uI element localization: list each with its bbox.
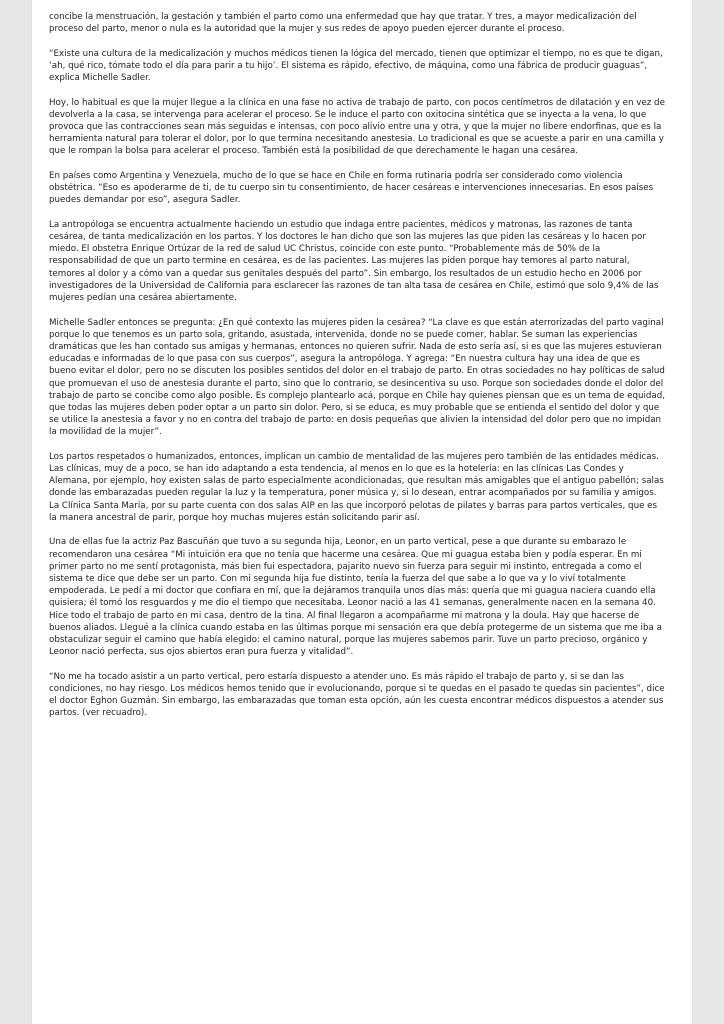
document-page [32, 0, 692, 1024]
paragraph-anthropologist-study: La antropóloga se encuentra actualmente haciendo un estudio que indaga entre pacientes, médicos y matronas, las razones de tanta cesárea, de tanta medicalización en los partos. Y los doctores le han dicho que son las mujeres las que piden las cesáreas y lo hacen por miedo. El obstetra Enrique Ortúzar de la red de salud UC Christus, coincide con este punto. “Probablemente más de 50% de la responsabilidad de que un parto termine en cesárea, es de las pacientes. Las mujeres las piden porque hay temores al parto natural, temores al dolor y a cómo van a quedar sus genitales después del parto”. Sin embargo, los resultados de un estudio hecho en 2006 por investigadores de la Universidad de California para esclarecer las razones de tan alta tasa de cesárea en Chile, estimó que solo 9,4% de las mujeres pedían una cesárea abiertamente. [49, 219, 659, 304]
paragraph-guzman-quote: “No me ha tocado asistir a un parto vertical, pero estaría dispuesto a atender uno. Es más rápido el trabajo de parto y, si se dan las condiciones, no hay riesgo. Los médicos hemos tenido que ir evolucionando, porque si te quedas en el pasado te quedas sin pacientes”, dice el doctor Eghon Guzmán. Sin embargo, las embarazadas que toman esta opción, aún les cuesta encontrar médicos dispuestos a atender sus partos. (ver recuadro). [49, 671, 665, 719]
paragraph-medicalization-quote: “Existe una cultura de la medicalización y muchos médicos tienen la lógica del mercado, tienen que optimizar el tiempo, no es que te digan, ‘ah, qué rico, tómate todo el día para parir a tu hijo’. El sistema es rápido, efectivo, de máquina, como una fábrica de producir guaguas”, explica Michelle Sadler. [49, 48, 663, 84]
paragraph-obstetric-violence: En países como Argentina y Venezuela, mucho de lo que se hace en Chile en forma rutinaria podría ser considerado como violencia obstétrica. “Eso es apoderarme de ti, de tu cuerpo sin tu consentimiento, de hacer cesáreas e intervenciones innecesarias. En esos países puedes demandar por eso”, asegura Sadler. [49, 170, 654, 206]
paragraph-induced-labor: Hoy, lo habitual es que la mujer llegue a la clínica en una fase no activa de trabajo de parto, con pocos centímetros de dilatación y en vez de devolverla a la casa, se intervenga para acelerar el proceso. Se le induce el parto con oxitocina sintética que se inyecta a la vena, lo que provoca que las contracciones sean más seguidas e intensas, con poco alivio entre una y otra, y que la mujer no libere endorfinas, que es la herramienta natural para tolerar el dolor, por lo que termina necesitando anestesia. Lo tradicional es que se acueste a parir en una camilla y que le rompan la bolsa para acelerar el proceso. También está la posibilidad de que derechamente le hagan una cesárea. [49, 97, 665, 157]
paragraph-humanized-births: Los partos respetados o humanizados, entonces, implican un cambio de mentalidad de las mujeres pero también de las entidades médicas. Las clínicas, muy de a poco, se han ido adaptando a esta tendencia, al menos en lo que es la hotelería: en las clínicas Las Condes y Alemana, por ejemplo, hoy existen salas de parto especialmente acondicionadas, que resultan más amigables que el antiguo pabellón; salas donde las embarazadas pueden regular la luz y la temperatura, poner música y, si lo desean, entrar acompañados por su familia y amigos. La Clínica Santa María, por su parte cuenta con dos salas AIP en las que incorporó pelotas de pilates y barras para partos verticales, que es la manera ancestral de parir, porque hoy muchas mujeres están solicitando parir así. [49, 451, 664, 523]
article-body [49, 11, 667, 732]
paragraph-paz-bascunan: Una de ellas fue la actriz Paz Bascuñán que tuvo a su segunda hija, Leonor, en un parto vertical, pese a que durante su embarazo le recomendaron una cesárea “Mi intuición era que no tenía que hacerme una cesárea. Que mi guagua estaba bien y podía esperar. En mi primer parto no me sentí protagonista, más bien fui espectadora, pajarito nuevo sin fuerza para seguir mi instinto, entregada a como el sistema te dice que debe ser un parto. Con mi segunda hija fue distinto, tenía la fuerza del que sabe a lo que va y lo viví totalmente empoderada. Le pedí a mi doctor que confiara en mí, que la dejáramos tranquila unos días más: quería que mi guagua naciera cuando ella quisiera; él tomó los resguardos y me dio el tiempo que necesitaba. Leonor nació a las 41 semanas, generalmente nacen en la semana 40. Hice todo el trabajo de parto en mi casa, dentro de la tina. Al final llegaron a acompañarme mi matrona y la doula. Hay que hacerse de buenos aliados. Llegué a la clínica cuando estaba en las últimas porque mi sensación era que debía protegerme de un sistema que me iba a obstaculizar seguir el camino que había elegido: el camino natural, porque las mujeres sabemos parir. Tuve un parto precioso, orgánico y Leonor nació perfecta, sus ojos abiertos eran pura fuerza y vitalidad”. [49, 537, 662, 658]
paragraph-sadler-question: Michelle Sadler entonces se pregunta: ¿En qué contexto las mujeres piden la cesárea? “La clave es que están aterrorizadas del parto vaginal porque lo que tenemos es un parto sola, gritando, asustada, intervenida, donde no se puede comer, hablar. Se suman las experiencias dramáticas que les han contado sus amigas y hermanas, entonces no quieren sufrir. Nada de esto sería así, si es que las mujeres estuvieran educadas e informadas de lo que pasa con sus cuerpos”, asegura la antropóloga. Y agrega: “En nuestra cultura hay una idea de que es bueno evitar el dolor, pero no se discuten los posibles sentidos del dolor en el trabajo de parto. En otras sociedades no hay políticas de salud que promuevan el uso de anestesia durante el parto, sino que lo contrario, se desincentiva su uso. Porque son sociedades donde el dolor del trabajo de parto se concibe como algo posible. Es complejo plantearlo acá, porque en Chile hay quienes piensan que es un tema de equidad, que todas las mujeres deben poder optar a un parto sin dolor. Pero, si se educa, es muy probable que se entienda el sentido del dolor y que se utilice la anestesia a favor y no en contra del trabajo de parto: en dosis pequeñas que alivien la intensidad del dolor pero que no impidan la movilidad de la mujer”. [49, 317, 666, 438]
paragraph-menstruation: concibe la menstruación, la gestación y también el parto como una enfermedad que hay que tratar. Y tres, a mayor medicalización del proceso del parto, menor o nula es la autoridad que la mujer y sus redes de apoyo pueden ejercer durante el proceso. [49, 12, 637, 35]
